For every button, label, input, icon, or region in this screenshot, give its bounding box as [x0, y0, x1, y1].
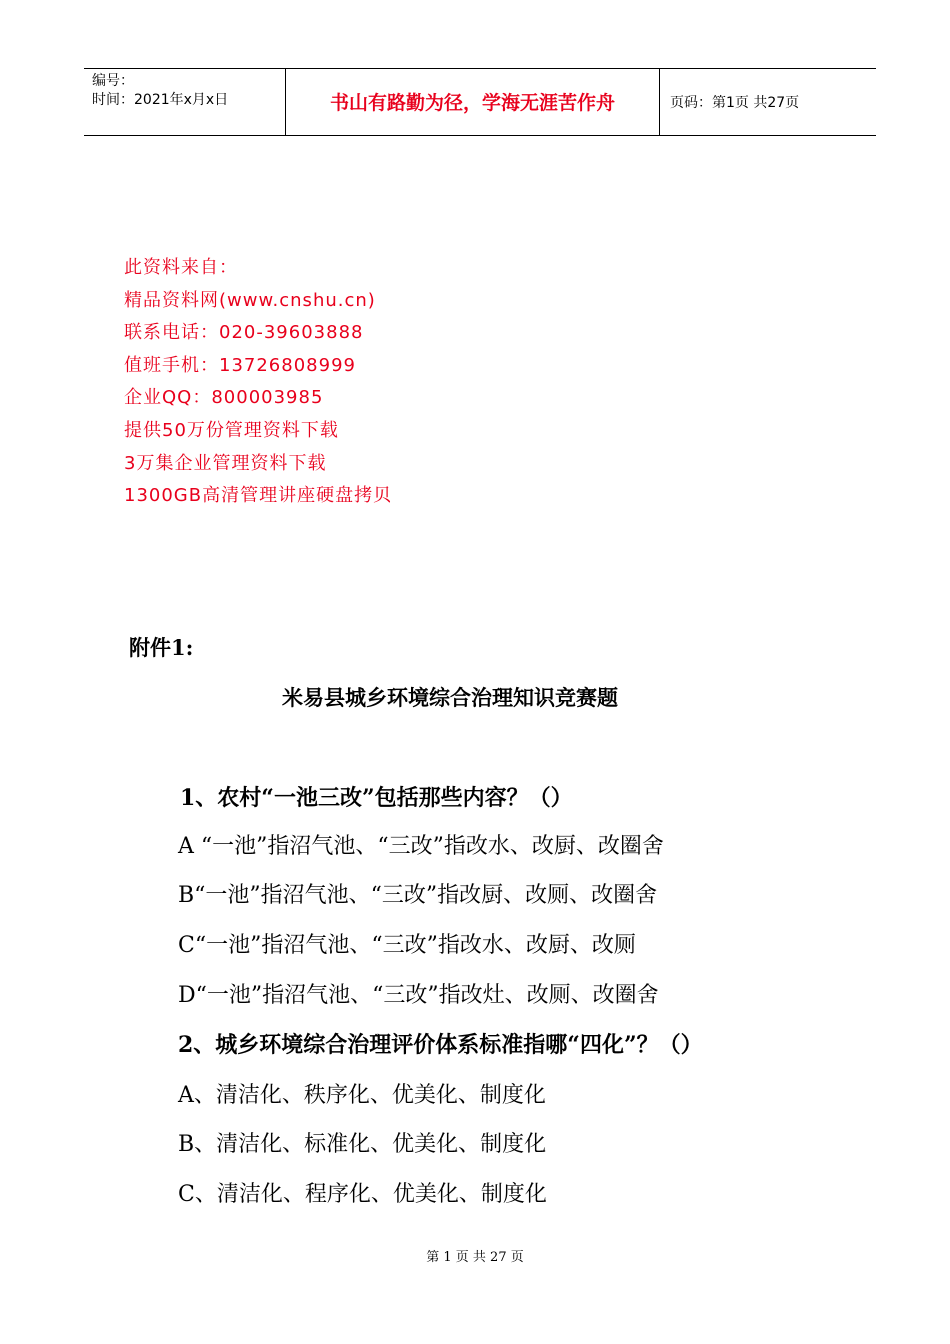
header-middle-cell [286, 69, 660, 135]
document-header [84, 68, 876, 136]
question-2-option-a: A、清洁化、秩序化、优美化、制度化 [178, 1083, 546, 1108]
header-right-cell [660, 69, 876, 135]
document-number-label: 编号： [92, 73, 134, 89]
source-line: 此资料来自： [124, 257, 238, 278]
source-line: 值班手机：13726808999 [124, 354, 356, 376]
document-time-label: 时间：2021年x月x日 [92, 92, 229, 108]
source-line: 联系电话：020-39603888 [124, 322, 364, 344]
source-line: 企业QQ：800003985 [124, 387, 324, 409]
page-footer: 第 1 页 共 27 页 [426, 1250, 524, 1265]
document-title: 米易县城乡环境综合治理知识竞赛题 [282, 685, 618, 710]
header-left-cell [84, 69, 286, 135]
question-1-option-d: D“一池”指沼气池、“三改”指改灶、改厕、改圈舍 [178, 983, 659, 1008]
question-1-option-b: B“一池”指沼气池、“三改”指改厨、改厕、改圈舍 [178, 883, 658, 908]
header-motto: 书山有路勤为径，学海无涯苦作舟 [329, 92, 615, 114]
question-1-option-a: A “一池”指沼气池、“三改”指改水、改厨、改圈舍 [178, 834, 664, 859]
question-2-option-b: B、清洁化、标准化、优美化、制度化 [178, 1132, 547, 1157]
source-line: 1300GB高清管理讲座硬盘拷贝 [124, 485, 393, 507]
question-1: 1、农村“一池三改”包括那些内容？（） [180, 785, 573, 811]
source-line: 提供50万份管理资料下载 [124, 419, 339, 441]
attachment-label: 附件1: [129, 635, 194, 660]
header-page-info: 页码：第1页 共27页 [670, 95, 800, 111]
question-2-option-c: C、清洁化、程序化、优美化、制度化 [178, 1182, 547, 1207]
source-line: 3万集企业管理资料下载 [124, 452, 327, 474]
question-2: 2、城乡环境综合治理评价体系标准指哪“四化”？（） [178, 1032, 703, 1058]
question-1-option-c: C“一池”指沼气池、“三改”指改水、改厨、改厕 [178, 933, 636, 958]
source-line: 精品资料网(www.cnshu.cn) [124, 289, 376, 311]
source-info-block [124, 252, 392, 513]
